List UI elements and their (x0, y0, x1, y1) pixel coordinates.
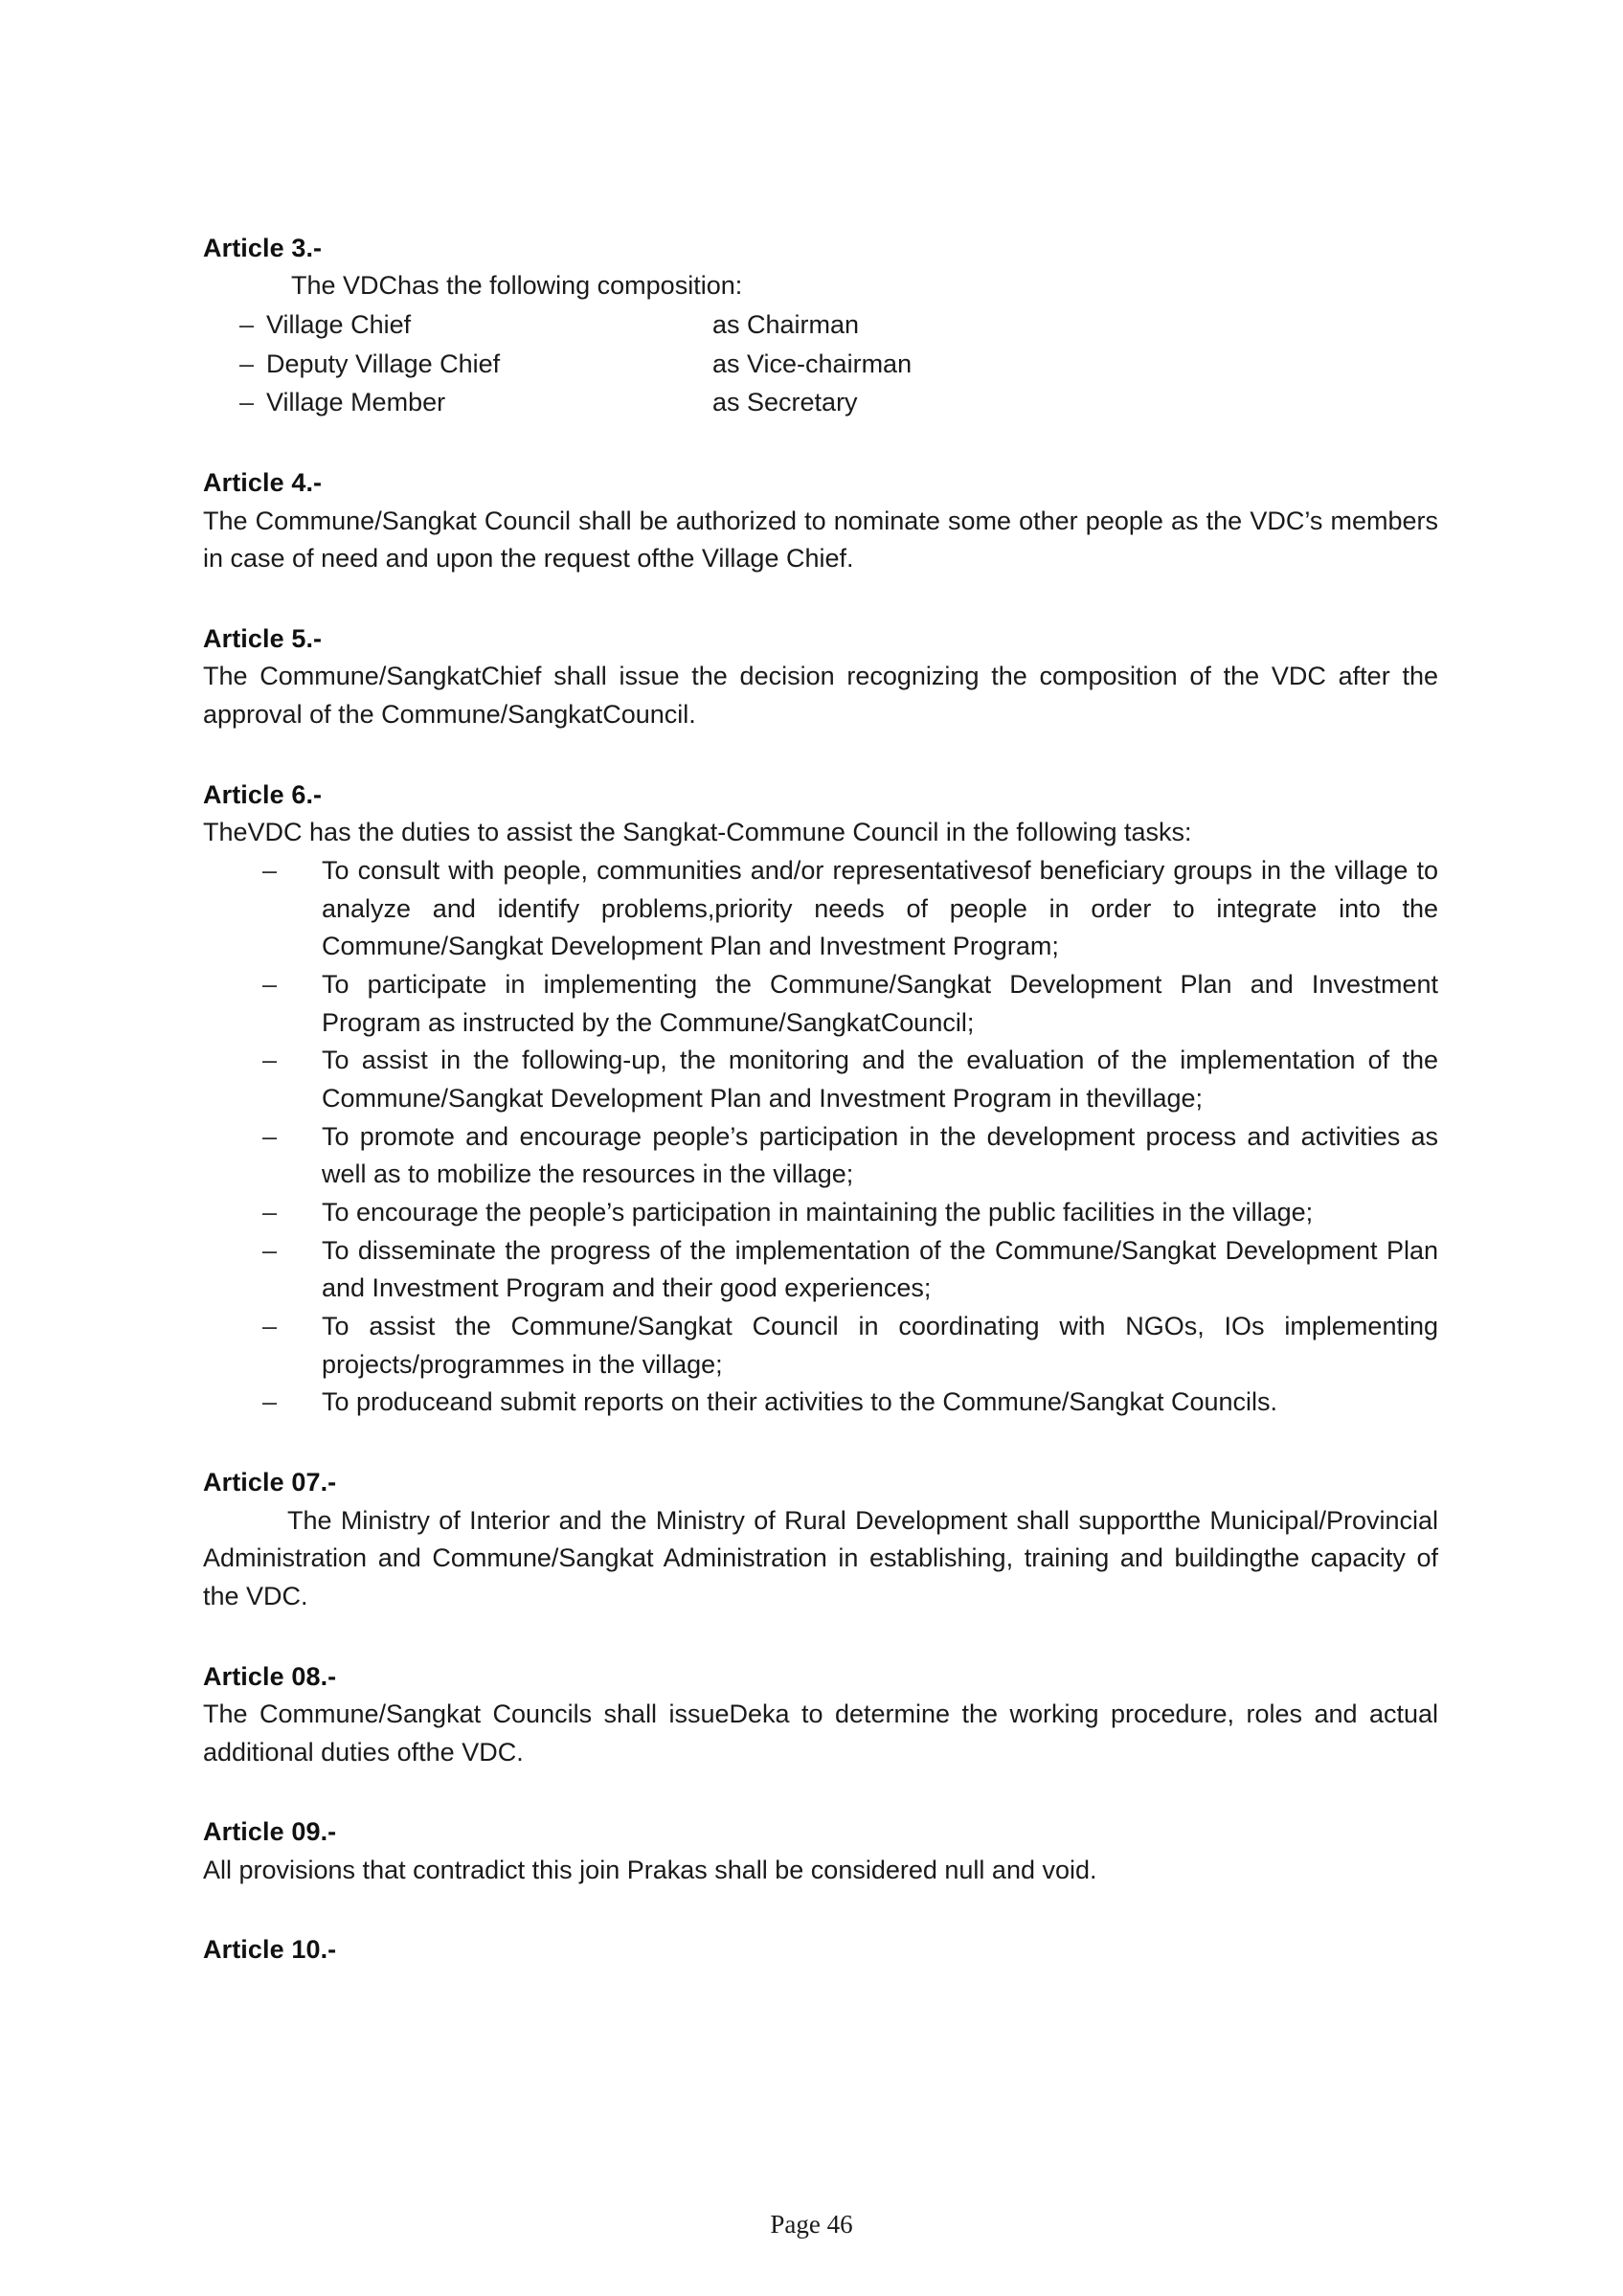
spacer (203, 1616, 1438, 1658)
article-6-task-list (203, 852, 1438, 1422)
task-text: To produceand submit reports on their activities to the Commune/Sangkat Councils. (322, 1387, 1278, 1417)
dash-icon: – (262, 969, 278, 999)
spacer (203, 1771, 1438, 1813)
composition-role: as Secretary (712, 388, 858, 417)
list-item (203, 345, 1438, 384)
dash-icon: – (262, 855, 278, 885)
spacer (203, 1422, 1438, 1464)
page-content (203, 230, 1438, 1970)
task-text: To disseminate the progress of the implementation of the Commune/Sangkat Development Plan and Investment Program and their good experiences; (322, 1235, 1438, 1303)
article-07 (203, 1464, 1438, 1615)
list-item (203, 1118, 1438, 1194)
article-5-heading: Article 5.- (203, 623, 323, 653)
task-text: To assist in the following-up, the monitoring and the evaluation of the implementation of the Commune/Sangkat Development Plan and Investment Program in thevillage; (322, 1046, 1438, 1113)
task-text: To encourage the people’s participation in maintaining the public facilities in the village; (322, 1198, 1314, 1227)
article-09-body: All provisions that contradict this join Prakas shall be considered null and void. (203, 1855, 1097, 1884)
article-4-heading: Article 4.- (203, 468, 323, 498)
list-item (203, 1194, 1438, 1232)
dash-icon: – (239, 349, 255, 378)
spacer (203, 1889, 1438, 1931)
dash-icon: – (262, 1235, 278, 1265)
article-6-heading: Article 6.- (203, 779, 323, 809)
article-08 (203, 1658, 1438, 1772)
dash-icon: – (239, 310, 255, 340)
article-5-body: The Commune/SangkatChief shall issue the decision recognizing the composition of the VDC after the approval of the Commune/SangkatCouncil. (203, 662, 1438, 730)
dash-icon: – (262, 1121, 278, 1151)
article-6-body: TheVDC has the duties to assist the Sangkat-Commune Council in the following tasks: (203, 818, 1192, 847)
list-item (203, 1384, 1438, 1422)
dash-icon: – (262, 1312, 278, 1341)
list-item (203, 383, 1438, 422)
article-10 (203, 1931, 1438, 1969)
dash-icon: – (262, 1198, 278, 1227)
article-3 (203, 230, 1438, 422)
list-item (203, 1042, 1438, 1117)
spacer (203, 422, 1438, 464)
article-08-heading: Article 08.- (203, 1661, 337, 1691)
article-5 (203, 620, 1438, 734)
article-08-body: The Commune/Sangkat Councils shall issueDeka to determine the working procedure, roles and actual additional duties ofthe VDC. (203, 1699, 1438, 1767)
article-3-heading: Article 3.- (203, 234, 323, 262)
list-item (203, 852, 1438, 966)
list-item (203, 1308, 1438, 1384)
article-4 (203, 464, 1438, 578)
article-4-body: The Commune/Sangkat Council shall be authorized to nominate some other people as the VDC’s members in case of need and upon the request ofthe Village Chief. (203, 506, 1438, 574)
spacer (203, 734, 1438, 777)
task-text: To consult with people, communities and/or representativesof beneficiary groups in the village to analyze and identify problems,priority needs of people in order to integrate into the Commune/Sangkat Development Plan and Investment Program; (322, 855, 1438, 961)
composition-role: as Chairman (712, 310, 860, 340)
dash-icon: – (262, 1046, 278, 1075)
task-text: To assist the Commune/Sangkat Council in coordinating with NGOs, IOs implementing projects/programmes in the village; (322, 1312, 1438, 1379)
list-item (203, 966, 1438, 1042)
composition-title: Village Chief (266, 310, 412, 340)
list-item (203, 1232, 1438, 1308)
spacer (203, 578, 1438, 620)
dash-icon: – (262, 1387, 278, 1417)
task-text: To promote and encourage people’s participation in the development process and activities as well as to mobilize the resources in the village; (322, 1121, 1438, 1189)
article-09-heading: Article 09.- (203, 1817, 337, 1847)
page-number: Page 46 (770, 2210, 853, 2239)
list-item (203, 305, 1438, 345)
article-3-intro: The VDChas the following composition: (291, 271, 743, 301)
composition-list (203, 305, 1438, 422)
article-10-heading: Article 10.- (203, 1935, 337, 1965)
article-07-body: The Ministry of Interior and the Ministry of Rural Development shall supportthe Municipal/Provincial Administration and Commune/Sangkat Administration in establishing, training and buildingthe capacity of the VDC. (203, 1505, 1438, 1610)
composition-title: Village Member (266, 388, 446, 417)
task-text: To participate in implementing the Commune/Sangkat Development Plan and Investment Program as instructed by the Commune/SangkatCouncil; (322, 969, 1438, 1037)
page-footer (0, 2210, 1623, 2240)
dash-icon: – (239, 388, 255, 417)
article-07-heading: Article 07.- (203, 1468, 337, 1497)
article-6 (203, 777, 1438, 1422)
article-09 (203, 1813, 1438, 1889)
composition-title: Deputy Village Chief (266, 349, 501, 378)
composition-role: as Vice-chairman (712, 349, 913, 378)
